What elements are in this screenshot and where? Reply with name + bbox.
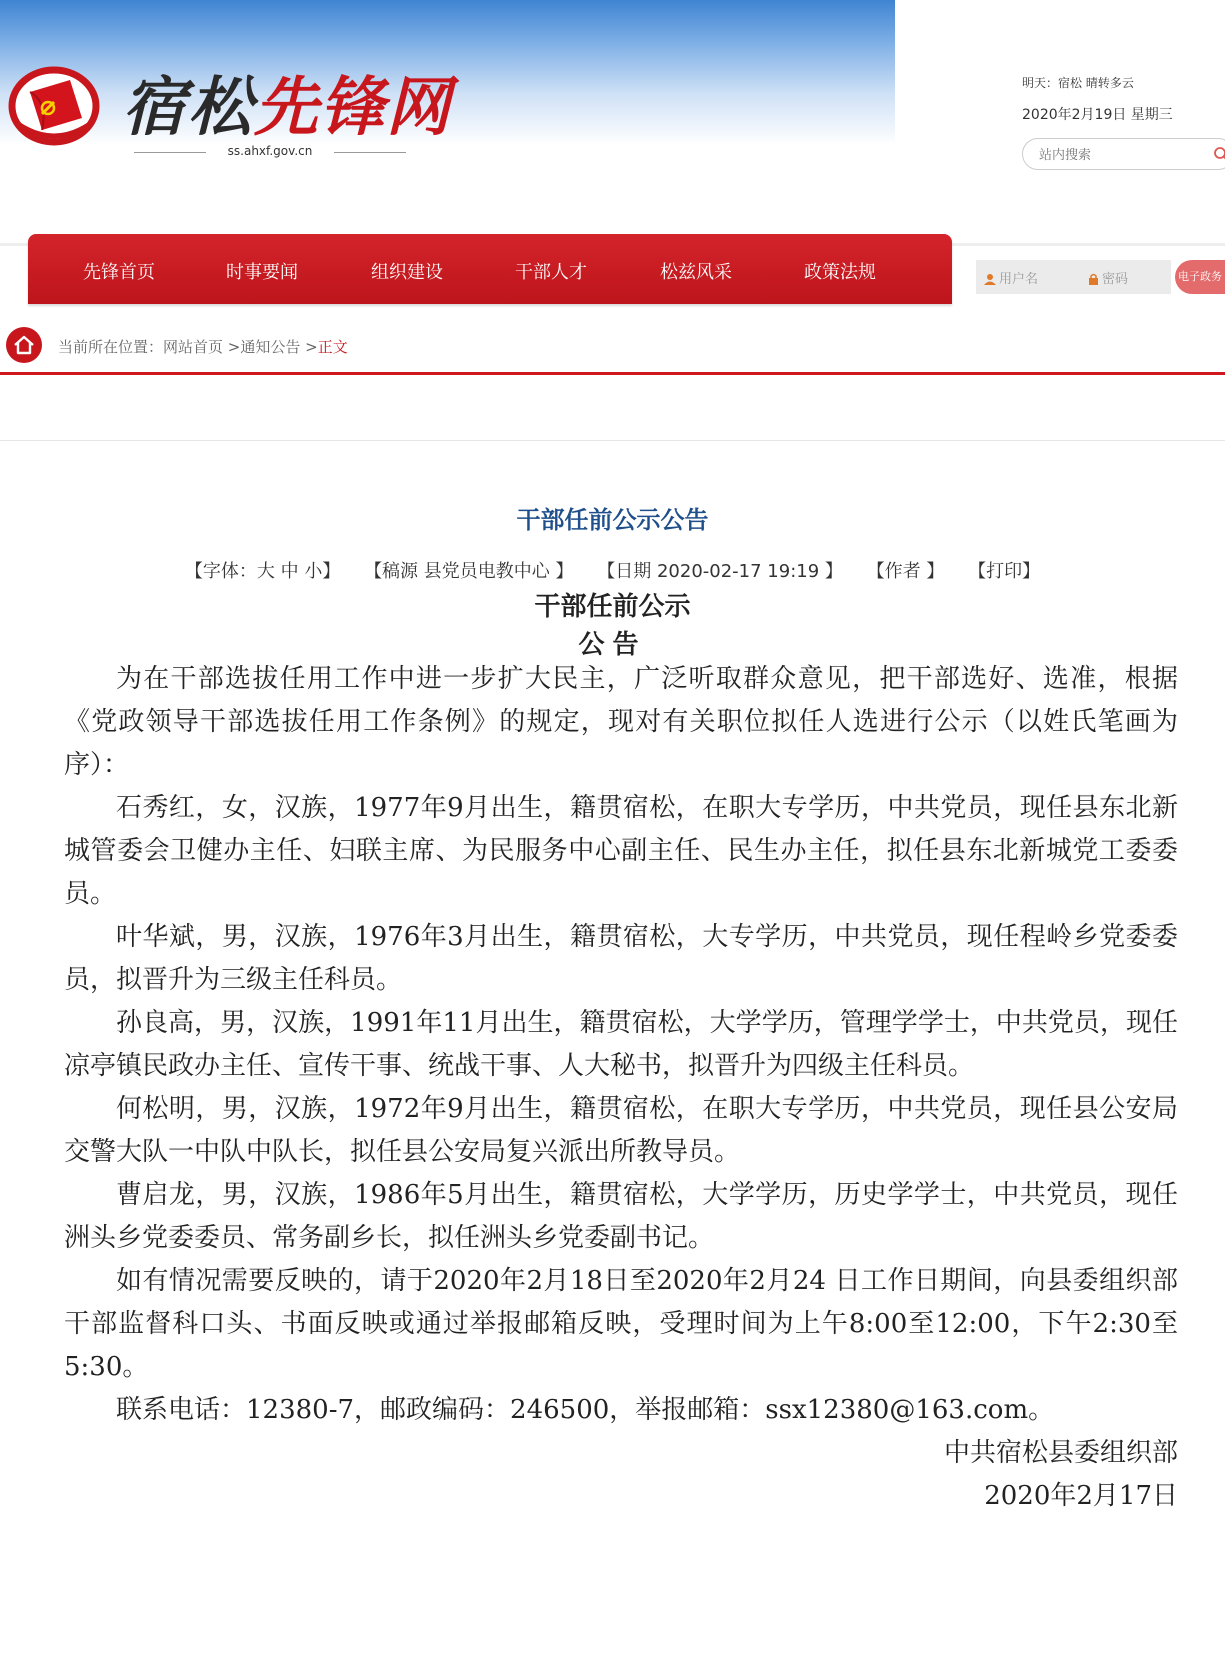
- article-signature: 中共宿松县委组织部: [943, 1438, 1178, 1468]
- party-emblem-logo[interactable]: [8, 62, 100, 148]
- breadcrumb-section[interactable]: 通知公告: [240, 338, 301, 356]
- user-icon: [984, 273, 996, 285]
- article-body: [64, 658, 1178, 1518]
- breadcrumb-separator: >: [300, 338, 318, 356]
- site-name-dark: 宿松: [122, 70, 254, 145]
- article-paragraph: 联系电话：12380-7，邮政编码：246500，举报邮箱：ssx12380@163.com。: [116, 1395, 1055, 1425]
- nav-item-songzi[interactable]: 松兹风采: [660, 262, 732, 283]
- font-size-control[interactable]: 【字体：大 中 小】: [184, 561, 341, 582]
- e-gov-login-button[interactable]: 电子政务: [1175, 260, 1225, 294]
- domain-divider-right: [334, 152, 406, 153]
- article-paragraph: 孙良高，男，汉族，1991年11月出生，籍贯宿松，大学学历，管理学学士，中共党员，现任凉亭镇民政办主任、宣传干事、统战干事、人大秘书，拟晋升为四级主任科员。: [64, 1008, 1178, 1081]
- main-nav: [28, 234, 952, 304]
- breadcrumb-home[interactable]: 网站首页: [163, 338, 224, 356]
- breadcrumb-divider: [0, 372, 1225, 375]
- search-input[interactable]: [1037, 144, 1201, 166]
- lock-icon: [1088, 273, 1099, 285]
- weather-text: 明天：宿松 晴转多云: [1022, 76, 1134, 90]
- site-domain: [134, 144, 406, 160]
- breadcrumb-separator: >: [223, 338, 241, 356]
- article-meta: [0, 557, 1225, 583]
- username-field[interactable]: [984, 268, 1038, 287]
- article-date: 【日期 2020-02-17 19:19 】: [597, 561, 843, 582]
- content-divider: [0, 440, 1225, 441]
- home-icon[interactable]: [6, 327, 42, 363]
- article-author: 【作者 】: [866, 561, 945, 582]
- breadcrumb: [58, 336, 348, 357]
- nav-item-cadres[interactable]: 干部人才: [515, 262, 587, 283]
- nav-item-news[interactable]: 时事要闻: [226, 262, 298, 283]
- domain-text: ss.ahxf.gov.cn: [227, 144, 313, 158]
- login-area: [976, 260, 1171, 294]
- article-sign-date: 2020年2月17日: [984, 1481, 1178, 1511]
- nav-item-organization[interactable]: 组织建设: [371, 262, 443, 283]
- nav-item-policy[interactable]: 政策法规: [804, 262, 876, 283]
- password-placeholder: 密码: [1102, 272, 1129, 287]
- password-field[interactable]: [1088, 268, 1128, 287]
- nav-item-home[interactable]: 先锋首页: [83, 262, 155, 283]
- breadcrumb-current: 正文: [317, 338, 348, 356]
- article-paragraph: 何松明，男，汉族，1972年9月出生，籍贯宿松，在职大专学历，中共党员，现任县公安局交警大队一中队中队长，拟任县公安局复兴派出所教导员。: [64, 1094, 1178, 1167]
- username-placeholder: 用户名: [999, 272, 1039, 287]
- print-link[interactable]: 【打印】: [968, 561, 1041, 582]
- article-source: 【稿源 县党员电教中心 】: [364, 561, 574, 582]
- search-icon[interactable]: [1213, 146, 1225, 162]
- article-subtitle-notice: 公告: [578, 630, 647, 660]
- article-paragraph: 曹启龙，男，汉族，1986年5月出生，籍贯宿松，大学学历，历史学学士，中共党员，现任洲头乡党委委员、常务副乡长，拟任洲头乡党委副书记。: [64, 1180, 1178, 1253]
- weather-info: [1022, 74, 1134, 90]
- article-paragraph: 叶华斌，男，汉族，1976年3月出生，籍贯宿松，大专学历，中共党员，现任程岭乡党委委员，拟晋升为三级主任科员。: [64, 922, 1178, 995]
- article-subtitle: 干部任前公示: [534, 592, 691, 622]
- site-name[interactable]: [122, 56, 452, 148]
- site-name-red: 先锋网: [254, 70, 452, 145]
- search-box[interactable]: [1022, 138, 1225, 170]
- article-paragraph: 如有情况需要反映的，请于2020年2月18日至2020年2月24 日工作日期间，向县委组织部干部监督科口头、书面反映或通过举报邮箱反映，受理时间为上午8:00至12:00，下午2:30至5:30。: [64, 1266, 1178, 1382]
- article-paragraph: 为在干部选拔任用工作中进一步扩大民主，广泛听取群众意见，把干部选好、选准，根据《党政领导干部选拔任用工作条例》的规定，现对有关职位拟任人选进行公示（以姓氏笔画为序）：: [64, 664, 1178, 780]
- breadcrumb-prefix: 当前所在位置：: [58, 338, 164, 356]
- current-date: 2020年2月19日 星期三: [1022, 107, 1173, 123]
- domain-divider-left: [134, 152, 206, 153]
- article-title: 干部任前公示公告: [516, 506, 709, 534]
- article-paragraph: 石秀红，女，汉族，1977年9月出生，籍贯宿松，在职大专学历，中共党员，现任县东北新城管委会卫健办主任、妇联主席、为民服务中心副主任、民生办主任，拟任县东北新城党工委委员。: [64, 793, 1178, 909]
